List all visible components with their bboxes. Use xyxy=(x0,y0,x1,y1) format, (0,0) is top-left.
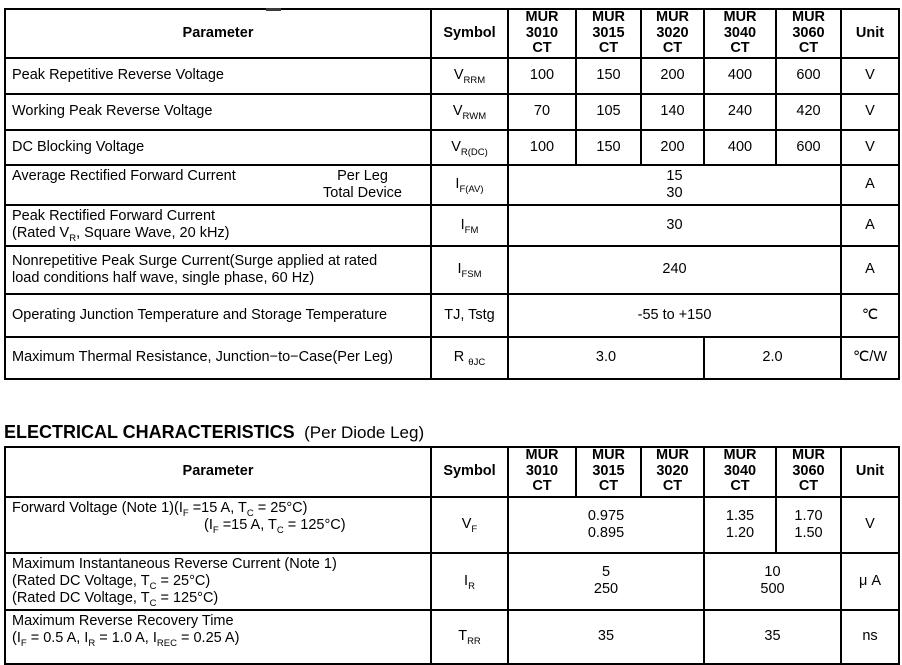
merged-value-cell: 35 xyxy=(704,610,841,664)
value-cell: 600 xyxy=(776,130,841,165)
parameter-cell: Nonrepetitive Peak Surge Current(Surge applied at rated load conditions half wave, single phase, 60 Hz) xyxy=(5,246,431,294)
value-cell: 240 xyxy=(704,94,776,130)
symbol-cell: TJ, Tstg xyxy=(431,294,508,337)
parameter-cell: Maximum Thermal Resistance, Junction−to−Case(Per Leg) xyxy=(5,337,431,379)
unit-cell: ℃ xyxy=(841,294,899,337)
row-vf xyxy=(5,497,899,553)
parameter-cell xyxy=(5,610,431,664)
value-cell: 150 xyxy=(576,58,641,94)
row-trr xyxy=(5,610,899,664)
symbol-cell: $V_{RWM}$ xyxy=(431,94,508,130)
value-cell: 200 xyxy=(641,58,704,94)
heading-title: ELECTRICAL CHARACTERISTICS xyxy=(4,421,295,442)
value-cell: 100 xyxy=(508,58,576,94)
parameter-header-cell: Parameter xyxy=(5,9,431,58)
row-tj-tstg xyxy=(5,294,899,337)
parameter-line: (Rated DC Voltage, $T_C = 25^\circ C$) xyxy=(12,572,211,592)
parameter-sublabels: Per Leg Total Device xyxy=(323,167,402,201)
symbol-cell: $I_R$ xyxy=(431,553,508,610)
symbol-cell: $V_F$ xyxy=(431,497,508,553)
parameter-header-cell: Parameter xyxy=(5,447,431,497)
model-header-cell-mur3010ct: MUR 3010 CT xyxy=(508,447,576,497)
merged-value-cell: 240 xyxy=(508,246,841,294)
symbol-cell: $V_{R(DC)}$ xyxy=(431,130,508,165)
symbol-cell: R $_{\theta JC}$ xyxy=(431,337,508,379)
parameter-line: Maximum Reverse Recovery Time xyxy=(12,612,234,629)
symbol-header-cell: Symbol xyxy=(431,9,508,58)
row-ir xyxy=(5,553,899,610)
parameter-line: ($I_F = 0.5$ A, $I_R = 1.0$ A, $I_{REC} = 0.25$ A) xyxy=(12,629,240,649)
parameter-cell: Peak Repetitive Reverse Voltage xyxy=(5,58,431,94)
row-ifav xyxy=(5,165,899,205)
parameter-line: Maximum Instantaneous Reverse Current (Note 1) xyxy=(12,555,337,572)
unit-cell: V xyxy=(841,497,899,553)
unit-cell: A xyxy=(841,205,899,246)
maximum-ratings-table xyxy=(4,8,900,380)
merged-value-cell: 10 500 xyxy=(704,553,841,610)
value-cell: 105 xyxy=(576,94,641,130)
unit-header-cell: Unit xyxy=(841,9,899,58)
merged-value-cell: 35 xyxy=(508,610,704,664)
model-header-cell-mur3060ct: MUR 3060 CT xyxy=(776,9,841,58)
electrical-header-row xyxy=(5,447,899,497)
unit-cell: ns xyxy=(841,610,899,664)
parameter-cell: DC Blocking Voltage xyxy=(5,130,431,165)
parameter-line: Forward Voltage (Note $1)(I_F =15$ A, $T_C = 25^\circ C$) xyxy=(12,499,308,519)
value-cell: 150 xyxy=(576,130,641,165)
model-header-cell-mur3020ct: MUR 3020 CT xyxy=(641,9,704,58)
unit-cell: V xyxy=(841,130,899,165)
symbol-cell: $I_{F(AV)}$ xyxy=(431,165,508,205)
parameter-cell xyxy=(5,165,431,205)
model-header-cell-mur3040ct: MUR 3040 CT xyxy=(704,9,776,58)
unit-header-cell: Unit xyxy=(841,447,899,497)
parameter-line: ($I_F =15$ A, $T_C = 125^\circ C$) xyxy=(204,516,346,536)
value-cell: 70 xyxy=(508,94,576,130)
value-cell: 200 xyxy=(641,130,704,165)
symbol-cell: $V_{RRM}$ xyxy=(431,58,508,94)
value-cell: 400 xyxy=(704,130,776,165)
unit-cell: μ A xyxy=(841,553,899,610)
merged-value-cell: 0.975 0.895 xyxy=(508,497,704,553)
row-vrwm xyxy=(5,94,899,130)
value-cell: 140 xyxy=(641,94,704,130)
merged-value-cell: -55 to +150 xyxy=(508,294,841,337)
unit-cell: V xyxy=(841,58,899,94)
merged-value-cell: 2.0 xyxy=(704,337,841,379)
parameter-cell xyxy=(5,553,431,610)
ratings-header-row xyxy=(5,9,899,58)
parameter-cell xyxy=(5,497,431,553)
model-header-cell-mur3020ct: MUR 3020 CT xyxy=(641,447,704,497)
electrical-characteristics-heading xyxy=(4,422,902,442)
parameter-line: (Rated DC Voltage, $T_C = 125^\circ C$) xyxy=(12,589,219,609)
model-header-cell-mur3015ct: MUR 3015 CT xyxy=(576,9,641,58)
value-cell: 1.35 1.20 xyxy=(704,497,776,553)
value-cell: 1.70 1.50 xyxy=(776,497,841,553)
parameter-cell: Working Peak Reverse Voltage xyxy=(5,94,431,130)
row-vrdc xyxy=(5,130,899,165)
unit-cell: ℃/W xyxy=(841,337,899,379)
row-ifsm xyxy=(5,246,899,294)
symbol-cell: $I_{FSM}$ xyxy=(431,246,508,294)
merged-value-cell: 5 250 xyxy=(508,553,704,610)
value-cell: 100 xyxy=(508,130,576,165)
value-cell: 420 xyxy=(776,94,841,130)
row-rthjc xyxy=(5,337,899,379)
unit-cell: V xyxy=(841,94,899,130)
symbol-header-cell: Symbol xyxy=(431,447,508,497)
merged-value-cell: 3.0 xyxy=(508,337,704,379)
parameter-cell: Operating Junction Temperature and Storage Temperature xyxy=(5,294,431,337)
parameter-text: Average Rectified Forward Current xyxy=(12,167,236,184)
model-header-cell-mur3015ct: MUR 3015 CT xyxy=(576,447,641,497)
heading-qualifier: (Per Diode Leg) xyxy=(304,422,425,442)
merged-value-cell: 15 30 xyxy=(508,165,841,205)
model-header-cell-mur3040ct: MUR 3040 CT xyxy=(704,447,776,497)
symbol-cell: $I_{FM}$ xyxy=(431,205,508,246)
merged-value-cell: 30 xyxy=(508,205,841,246)
unit-cell: A xyxy=(841,165,899,205)
value-cell: 400 xyxy=(704,58,776,94)
model-header-cell-mur3060ct: MUR 3060 CT xyxy=(776,447,841,497)
value-cell: 600 xyxy=(776,58,841,94)
electrical-characteristics-table xyxy=(4,446,900,665)
parameter-cell: Peak Rectified Forward Current (Rated $V_R$, Square Wave, 20 kHz) xyxy=(5,205,431,246)
row-ifm xyxy=(5,205,899,246)
row-vrrm xyxy=(5,58,899,94)
symbol-cell: $T_{RR}$ xyxy=(431,610,508,664)
unit-cell: A xyxy=(841,246,899,294)
model-header-cell-mur3010ct: MUR 3010 CT xyxy=(508,9,576,58)
cropped-text-artifact xyxy=(266,8,281,11)
